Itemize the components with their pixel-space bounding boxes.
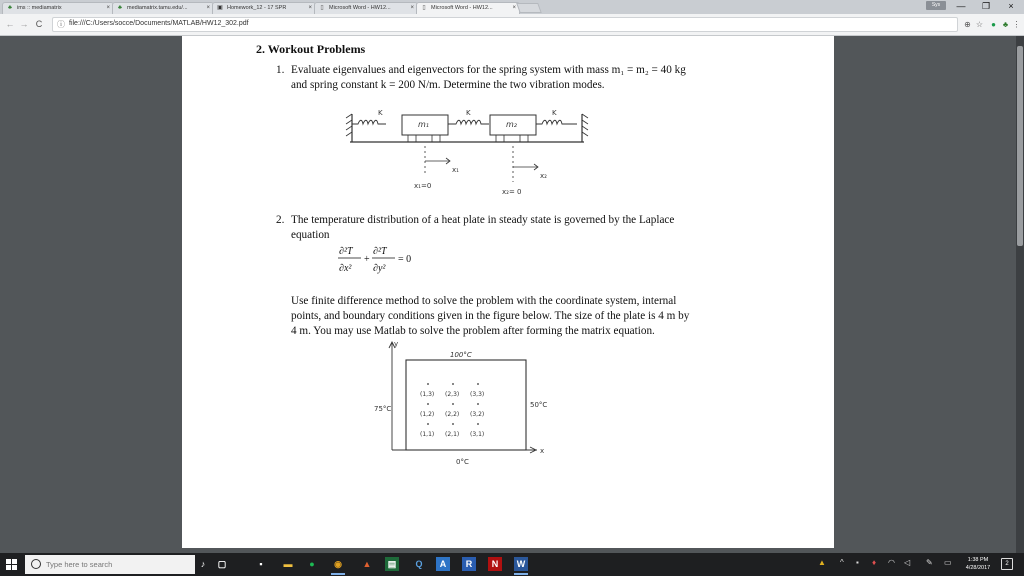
laplace-equation — [337, 242, 427, 278]
app-r-icon[interactable]: R — [462, 557, 476, 571]
clock-date: 4/28/2017 — [965, 565, 991, 571]
problem1-number: 1. — [276, 64, 285, 76]
eq-plus: + — [364, 254, 370, 265]
point-3-3: (3,3) — [470, 391, 485, 398]
address-bar[interactable] — [52, 17, 958, 32]
eq-term1-den: ∂x² — [339, 263, 352, 274]
point-2-1: (2,1) — [445, 431, 460, 438]
point-3-1: (3,1) — [470, 431, 485, 438]
point-1-1: (1,1) — [420, 431, 435, 438]
mass-label-2: m₂ — [506, 120, 517, 129]
bookmark-star-icon[interactable]: ☆ — [975, 20, 984, 29]
point-3-2: (3,2) — [470, 411, 485, 418]
tab-mediamatrix-2[interactable] — [112, 2, 214, 14]
close-button[interactable]: × — [1008, 1, 1014, 11]
tab-close-icon[interactable]: × — [512, 5, 516, 11]
section-heading: 2. Workout Problems — [256, 42, 366, 56]
tab-label: mediamatrix.tamu.edu/... — [127, 5, 188, 11]
reload-icon[interactable]: C — [35, 19, 43, 29]
point-1-2: (1,2) — [420, 411, 435, 418]
app-icon[interactable]: ▤ — [385, 557, 399, 571]
network-tray-icon[interactable]: ▪ — [856, 558, 859, 567]
problem2-number: 2. — [276, 214, 285, 226]
spring-label-3: K — [552, 109, 557, 117]
keyboard-icon[interactable]: ▭ — [944, 558, 952, 567]
pen-icon[interactable]: ✎ — [926, 558, 933, 567]
chrome-icon[interactable]: ◉ — [331, 557, 345, 571]
problem2-para-line2: points, and boundary conditions given in the figure below. The size of the plate is 4 m by — [291, 310, 690, 322]
problem2-text-1: The temperature distribution of a heat plate in steady state is governed by the Laplace — [291, 214, 675, 226]
wifi-icon[interactable]: ◠ — [888, 558, 895, 567]
plate-figure — [372, 338, 562, 470]
cortana-icon — [31, 559, 41, 569]
tab-label: ims :: mediamatrix — [17, 5, 62, 11]
spotify-icon[interactable]: ● — [309, 559, 315, 569]
app-a-icon[interactable]: A — [436, 557, 450, 571]
document-icon: ▯ — [320, 5, 324, 11]
word-search-icon[interactable]: Q — [415, 559, 423, 569]
back-icon[interactable]: ← — [5, 19, 15, 29]
restore-button[interactable]: ❐ — [981, 1, 991, 11]
scrollbar-thumb[interactable] — [1017, 46, 1023, 246]
pdf-viewer[interactable] — [0, 36, 1016, 553]
top-bc-label: 100°C — [450, 351, 472, 359]
microphone-icon[interactable]: ♪ — [200, 559, 206, 569]
tab-word-1[interactable] — [314, 2, 418, 14]
tab-close-icon[interactable]: × — [106, 5, 110, 11]
eq-term2-den: ∂y² — [373, 263, 386, 274]
file-explorer-icon[interactable]: ▬ — [283, 559, 293, 569]
mediamatrix-icon: ♣ — [8, 5, 12, 11]
mediamatrix-icon: ♣ — [118, 5, 122, 11]
origin-label-1: x₁=0 — [414, 182, 432, 190]
tab-word-2[interactable] — [416, 2, 520, 14]
document-icon: ▯ — [422, 5, 426, 11]
displacement-label-1: x₁ — [452, 166, 459, 174]
chevron-up-icon[interactable]: ^ — [840, 558, 844, 567]
store-icon[interactable]: ▪ — [259, 559, 263, 569]
url-text: file:///C:/Users/socce/Documents/MATLAB/HW12_302.pdf — [69, 20, 249, 27]
extension-2-icon[interactable]: ♣ — [1002, 20, 1009, 29]
problem1-text-1: Evaluate eigenvalues and eigenvectors for the spring system with mass m₁ = m₂ = 40 kg — [291, 64, 686, 76]
y-axis-label: y — [394, 340, 399, 348]
browser-toolbar — [0, 14, 1024, 36]
spring-label-2: K — [466, 109, 471, 117]
spring-label-1: K — [378, 109, 383, 117]
bottom-bc-label: 0°C — [456, 458, 469, 466]
tab-mediamatrix[interactable] — [2, 2, 114, 14]
mass-label-1: m₁ — [418, 120, 429, 129]
info-icon[interactable]: ⓘ — [57, 20, 65, 29]
spring-mass-figure — [342, 102, 622, 202]
tab-label: Microsoft Word - HW12... — [329, 5, 391, 11]
menu-icon[interactable]: ⋮ — [1012, 20, 1021, 29]
taskbar — [0, 553, 1024, 576]
origin-label-2: x₂= 0 — [502, 188, 522, 196]
app-tray-icon[interactable]: ♦ — [872, 558, 877, 567]
pdf-scrollbar[interactable] — [1016, 36, 1024, 553]
tab-label: Homework_12 - 17 SPR — [227, 5, 287, 11]
problem1-line1 — [276, 63, 686, 78]
eq-rhs: = 0 — [398, 254, 412, 265]
displacement-label-2: x₂ — [540, 172, 547, 180]
pdf-page — [182, 36, 834, 548]
minimize-button[interactable]: — — [956, 1, 966, 11]
taskbar-clock[interactable] — [962, 556, 994, 572]
app-n-icon[interactable]: N — [488, 557, 502, 571]
problem1-line2: and spring constant k = 200 N/m. Determine the two vibration modes. — [291, 79, 605, 91]
notifications-icon[interactable]: 2 — [1001, 558, 1013, 570]
tab-strip — [0, 0, 1024, 14]
eq-term1-num: ∂²T — [339, 246, 353, 257]
new-tab-button[interactable] — [516, 3, 542, 13]
tab-close-icon[interactable]: × — [206, 5, 210, 11]
tab-label: Microsoft Word - HW12... — [431, 5, 493, 11]
search-placeholder: Type here to search — [46, 560, 113, 569]
word-icon[interactable]: W — [514, 557, 528, 571]
volume-icon[interactable]: ◁ — [904, 558, 911, 567]
tab-close-icon[interactable]: × — [410, 5, 414, 11]
point-2-3: (2,3) — [445, 391, 460, 398]
homework-icon: ▣ — [217, 5, 223, 11]
x-axis-label: x — [540, 447, 545, 455]
task-view-icon[interactable]: ▢ — [217, 559, 227, 569]
left-bc-label: 75°C — [374, 405, 392, 413]
problem2-line1 — [276, 213, 674, 228]
warning-icon[interactable]: ▲ — [818, 558, 826, 567]
tab-close-icon[interactable]: × — [308, 5, 312, 11]
right-bc-label: 50°C — [530, 401, 548, 409]
eq-term2-num: ∂²T — [373, 246, 387, 257]
point-1-3: (1,3) — [420, 391, 435, 398]
forward-icon[interactable]: → — [19, 19, 29, 29]
windows-start-icon[interactable] — [6, 559, 17, 570]
clock-time: 1:38 PM — [967, 557, 989, 563]
matlab-icon[interactable]: ▲ — [362, 559, 372, 569]
problem2-para-line3: 4 m. You may use Matlab to solve the problem after forming the matrix equation. — [291, 325, 655, 337]
tab-homework[interactable] — [212, 2, 316, 14]
extension-icon[interactable]: ● — [991, 20, 996, 29]
user-badge[interactable]: Sys — [926, 1, 946, 10]
problem2-para-line1: Use finite difference method to solve the problem with the coordinate system, internal — [291, 295, 677, 307]
point-2-2: (2,2) — [445, 411, 460, 418]
taskbar-search-input[interactable] — [25, 555, 195, 574]
problem2-line2: equation — [291, 229, 330, 241]
zoom-icon[interactable]: ⊕ — [964, 20, 971, 29]
